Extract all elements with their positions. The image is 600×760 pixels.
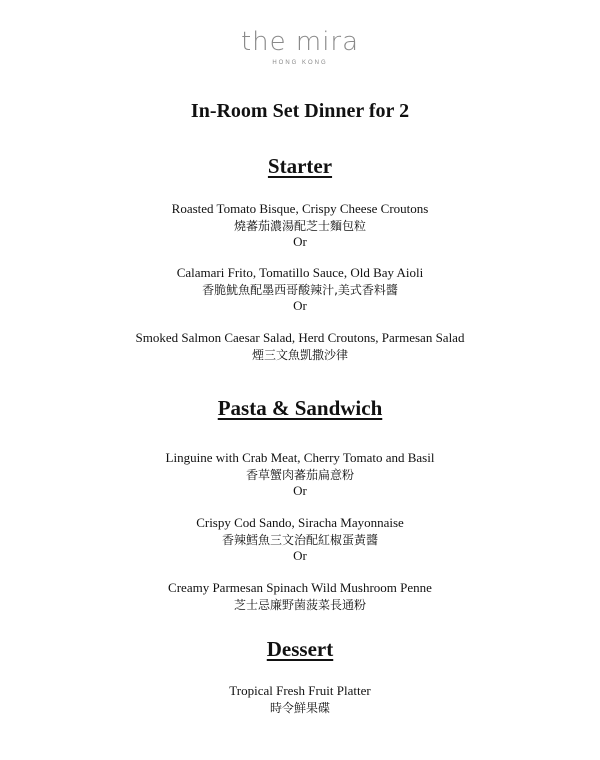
- section-heading-dessert: Dessert: [266, 637, 334, 661]
- menu-item: [0, 265, 600, 315]
- menu-item-en: Tropical Fresh Fruit Platter: [229, 683, 371, 698]
- section-heading-pasta-sandwich: Pasta & Sandwich: [217, 396, 383, 420]
- menu-item: [0, 580, 600, 613]
- menu-item-en: Crispy Cod Sando, Siracha Mayonnaise: [196, 515, 404, 530]
- menu-item: [0, 450, 600, 500]
- menu-item-separator: Or: [293, 234, 307, 249]
- hotel-logo: [0, 28, 600, 66]
- menu-item-zh: 芝士忌廉野菌菠菜長通粉: [233, 597, 366, 612]
- menu-item-separator: Or: [293, 298, 307, 313]
- menu-title: In-Room Set Dinner for 2: [190, 100, 410, 122]
- menu-item-separator: Or: [293, 548, 307, 563]
- logo-name: the mira: [240, 27, 360, 57]
- menu-item-zh: 香草蟹肉蕃茄扁意粉: [245, 467, 354, 482]
- menu-item: [0, 330, 600, 363]
- section-heading-starter: Starter: [267, 154, 333, 178]
- menu-item-separator: Or: [293, 483, 307, 498]
- menu-item-en: Roasted Tomato Bisque, Crispy Cheese Croutons: [171, 201, 429, 216]
- menu-item-zh: 煙三文魚凱撒沙律: [251, 347, 348, 362]
- menu-item-en: Linguine with Crab Meat, Cherry Tomato and Basil: [165, 450, 435, 465]
- menu-item-zh: 時令鮮果碟: [269, 700, 330, 715]
- menu-item-zh: 燒蕃茄濃湯配芝士麵包粒: [233, 218, 366, 233]
- menu-item-en: Calamari Frito, Tomatillo Sauce, Old Bay Aioli: [176, 265, 424, 280]
- menu-item: [0, 201, 600, 251]
- menu-item-en: Creamy Parmesan Spinach Wild Mushroom Penne: [168, 580, 432, 595]
- logo-location: HONG KONG: [272, 60, 328, 66]
- menu-item: [0, 683, 600, 716]
- menu-item-zh: 香脆魷魚配墨西哥酸辣汁,美式香料醬: [202, 282, 398, 297]
- menu-item-zh: 香辣鱈魚三文治配紅椒蛋黃醬: [221, 532, 378, 547]
- menu-item-en: Smoked Salmon Caesar Salad, Herd Croutons, Parmesan Salad: [135, 330, 465, 345]
- menu-item: [0, 515, 600, 565]
